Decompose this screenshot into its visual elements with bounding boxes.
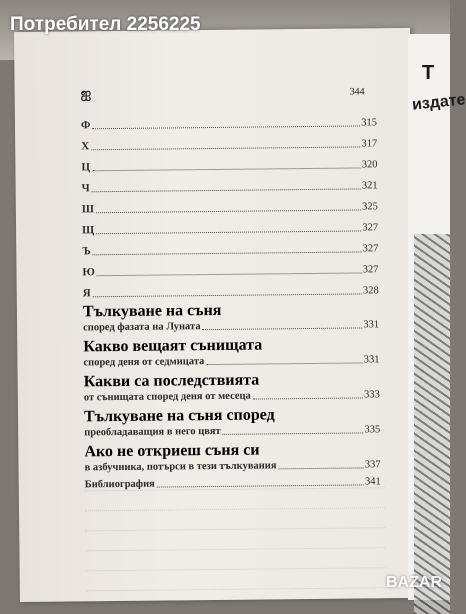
toc-section — [84, 370, 380, 404]
toc-page: 333 — [364, 389, 380, 401]
user-watermark: Потребител 2256225 — [10, 14, 201, 35]
bazar-logo: BAZAR — [386, 574, 442, 591]
toc-section-entry — [83, 353, 379, 369]
adjacent-book-cover — [408, 34, 466, 600]
toc-leader — [96, 208, 361, 213]
page-number: 344 — [349, 86, 365, 98]
book-page — [14, 28, 416, 602]
toc-letter: Ч — [81, 182, 90, 195]
toc-page: 327 — [362, 222, 379, 234]
ornament-icon: ஐ — [80, 85, 92, 101]
toc-section-entry — [83, 318, 379, 334]
toc-bibliography-title: Библиография — [84, 478, 155, 491]
toc-leader — [206, 361, 362, 365]
toc-letter: Х — [81, 140, 90, 153]
toc-page: 325 — [362, 201, 378, 213]
toc-section-line2: преобладаващия в него цвят — [84, 425, 221, 439]
toc-page: 337 — [364, 459, 381, 471]
toc-section-line2: в азбучника, потърси в тези тълкувания — [84, 460, 277, 474]
table-of-contents — [81, 108, 381, 491]
toc-section-line1: Какво вещаят сънищата — [83, 336, 263, 356]
toc-section-entry — [84, 423, 380, 439]
toc-section-line1: Тълкуване на съня според — [83, 406, 275, 426]
toc-letter: Ц — [81, 161, 91, 174]
toc-letter: Ф — [80, 119, 91, 132]
toc-entry-letter — [83, 276, 379, 300]
toc-section-line1: Ако не откриеш съня си — [84, 441, 260, 461]
toc-page: 331 — [363, 354, 380, 366]
toc-section — [83, 300, 379, 334]
toc-page: 341 — [364, 476, 381, 488]
faint-show-through-lines — [85, 468, 386, 591]
toc-page: 315 — [361, 117, 378, 129]
toc-page: 321 — [361, 180, 378, 192]
toc-leader — [253, 396, 363, 399]
toc-page: 335 — [364, 424, 381, 436]
toc-leader — [96, 229, 361, 234]
toc-page: 320 — [361, 159, 378, 171]
toc-section — [84, 405, 380, 439]
toc-leader — [93, 292, 362, 297]
toc-letter: Я — [82, 287, 91, 300]
toc-leader — [92, 187, 361, 192]
toc-leader — [92, 166, 361, 171]
toc-section-entry — [84, 388, 380, 404]
toc-section-line1: Тълкуване на съня — [82, 301, 222, 321]
toc-section-line2: според деня от седмицата — [83, 356, 205, 369]
toc-leader — [92, 124, 360, 129]
cover-illustration — [414, 234, 450, 614]
toc-leader — [97, 271, 362, 276]
toc-letter: Ъ — [82, 245, 91, 258]
toc-leader — [203, 326, 363, 330]
toc-letter: Ш — [81, 203, 95, 216]
cover-letter: Т — [422, 62, 435, 84]
toc-section-line2: от сънищата според деня от месеца — [83, 390, 251, 404]
toc-section-line1: Какви са последствията — [83, 371, 260, 391]
toc-page: 327 — [362, 264, 379, 276]
toc-leader — [91, 145, 360, 150]
toc-leader — [93, 250, 362, 255]
toc-letter: Щ — [82, 224, 95, 237]
toc-section-line2: според фазата на Луната — [83, 321, 201, 334]
toc-letter: Ю — [82, 266, 95, 279]
toc-leader — [223, 431, 364, 434]
toc-page: 328 — [362, 285, 379, 297]
cover-text: издате — [411, 91, 466, 114]
toc-page: 327 — [362, 243, 379, 255]
toc-page: 317 — [361, 138, 378, 150]
toc-page: 331 — [363, 319, 380, 331]
toc-section — [83, 335, 379, 369]
